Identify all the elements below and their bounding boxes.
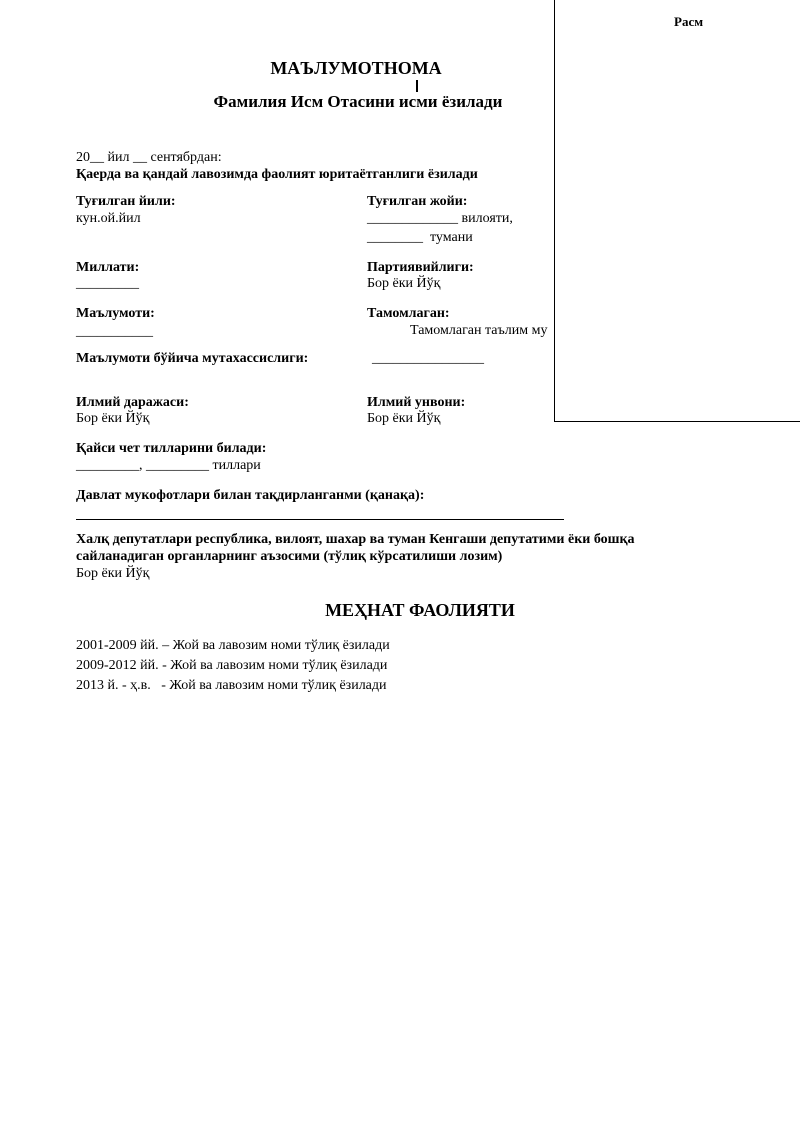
specialty-value: ________________ — [372, 351, 484, 366]
graduated-value: Тамомлаган таълим му — [410, 323, 548, 338]
deputy-value: Бор ёки Йўқ — [76, 566, 150, 581]
education-label: Маълумоти: — [76, 306, 155, 321]
work-entry: 2013 й. - ҳ.в. - Жой ва лавозим номи тўлиқ ёзилади — [76, 678, 387, 693]
degree-value: Бор ёки Йўқ — [76, 411, 150, 426]
document-subtitle: Фамилия Исм Отасини исми ёзилади — [213, 92, 503, 111]
work-section-title: МЕҲНАТ ФАОЛИЯТИ — [325, 600, 515, 620]
languages-value: _________, _________ тиллари — [76, 458, 261, 473]
document-title: МАЪЛУМОТНОМА — [270, 58, 442, 78]
party-value: Бор ёки Йўқ — [367, 276, 441, 291]
birth-date-label: Туғилган йили: — [76, 194, 176, 209]
date-line: 20__ йил __ сентябрдан: — [76, 150, 222, 165]
deputy-label-line1: Халқ депутатлари республика, вилоят, шахар ва туман Кенгаши депутатими ёки бошқа — [76, 532, 635, 547]
birth-place-label: Туғилган жойи: — [367, 194, 468, 209]
specialty-label: Маълумоти бўйича мутахассислиги: — [76, 351, 309, 366]
education-value: ___________ — [76, 324, 153, 339]
work-entry: 2001-2009 йй. – Жой ва лавозим номи тўлиқ ёзилади — [76, 638, 390, 653]
party-label: Партиявийлиги: — [367, 260, 474, 275]
birth-place-district: ________ тумани — [367, 230, 473, 245]
photo-label: Расм — [674, 14, 704, 29]
position-line: Қаерда ва қандай лавозимда фаолият юритаётганлиги ёзилади — [76, 167, 478, 182]
text-cursor — [416, 80, 418, 92]
work-entry: 2009-2012 йй. - Жой ва лавозим номи тўлиқ ёзилади — [76, 658, 388, 673]
deputy-label-line2: сайланадиган органларнинг аъзосими (тўлиқ кўрсатилиши лозим) — [76, 549, 503, 564]
languages-label: Қайси чет тилларини билади: — [76, 441, 267, 456]
nationality-label: Миллати: — [76, 260, 140, 275]
birth-place-region: _____________ вилояти, — [367, 211, 513, 226]
awards-label: Давлат мукофотлари билан тақдирланганми (қанақа): — [76, 488, 425, 503]
academic-title-label: Илмий унвони: — [367, 395, 466, 410]
academic-title-value: Бор ёки Йўқ — [367, 411, 441, 426]
degree-label: Илмий даражаси: — [76, 395, 189, 410]
birth-date-value: кун.ой.йил — [76, 211, 141, 226]
graduated-label: Тамомлаган: — [367, 306, 450, 321]
awards-blank-line — [76, 519, 564, 520]
nationality-value: _________ — [76, 276, 139, 291]
